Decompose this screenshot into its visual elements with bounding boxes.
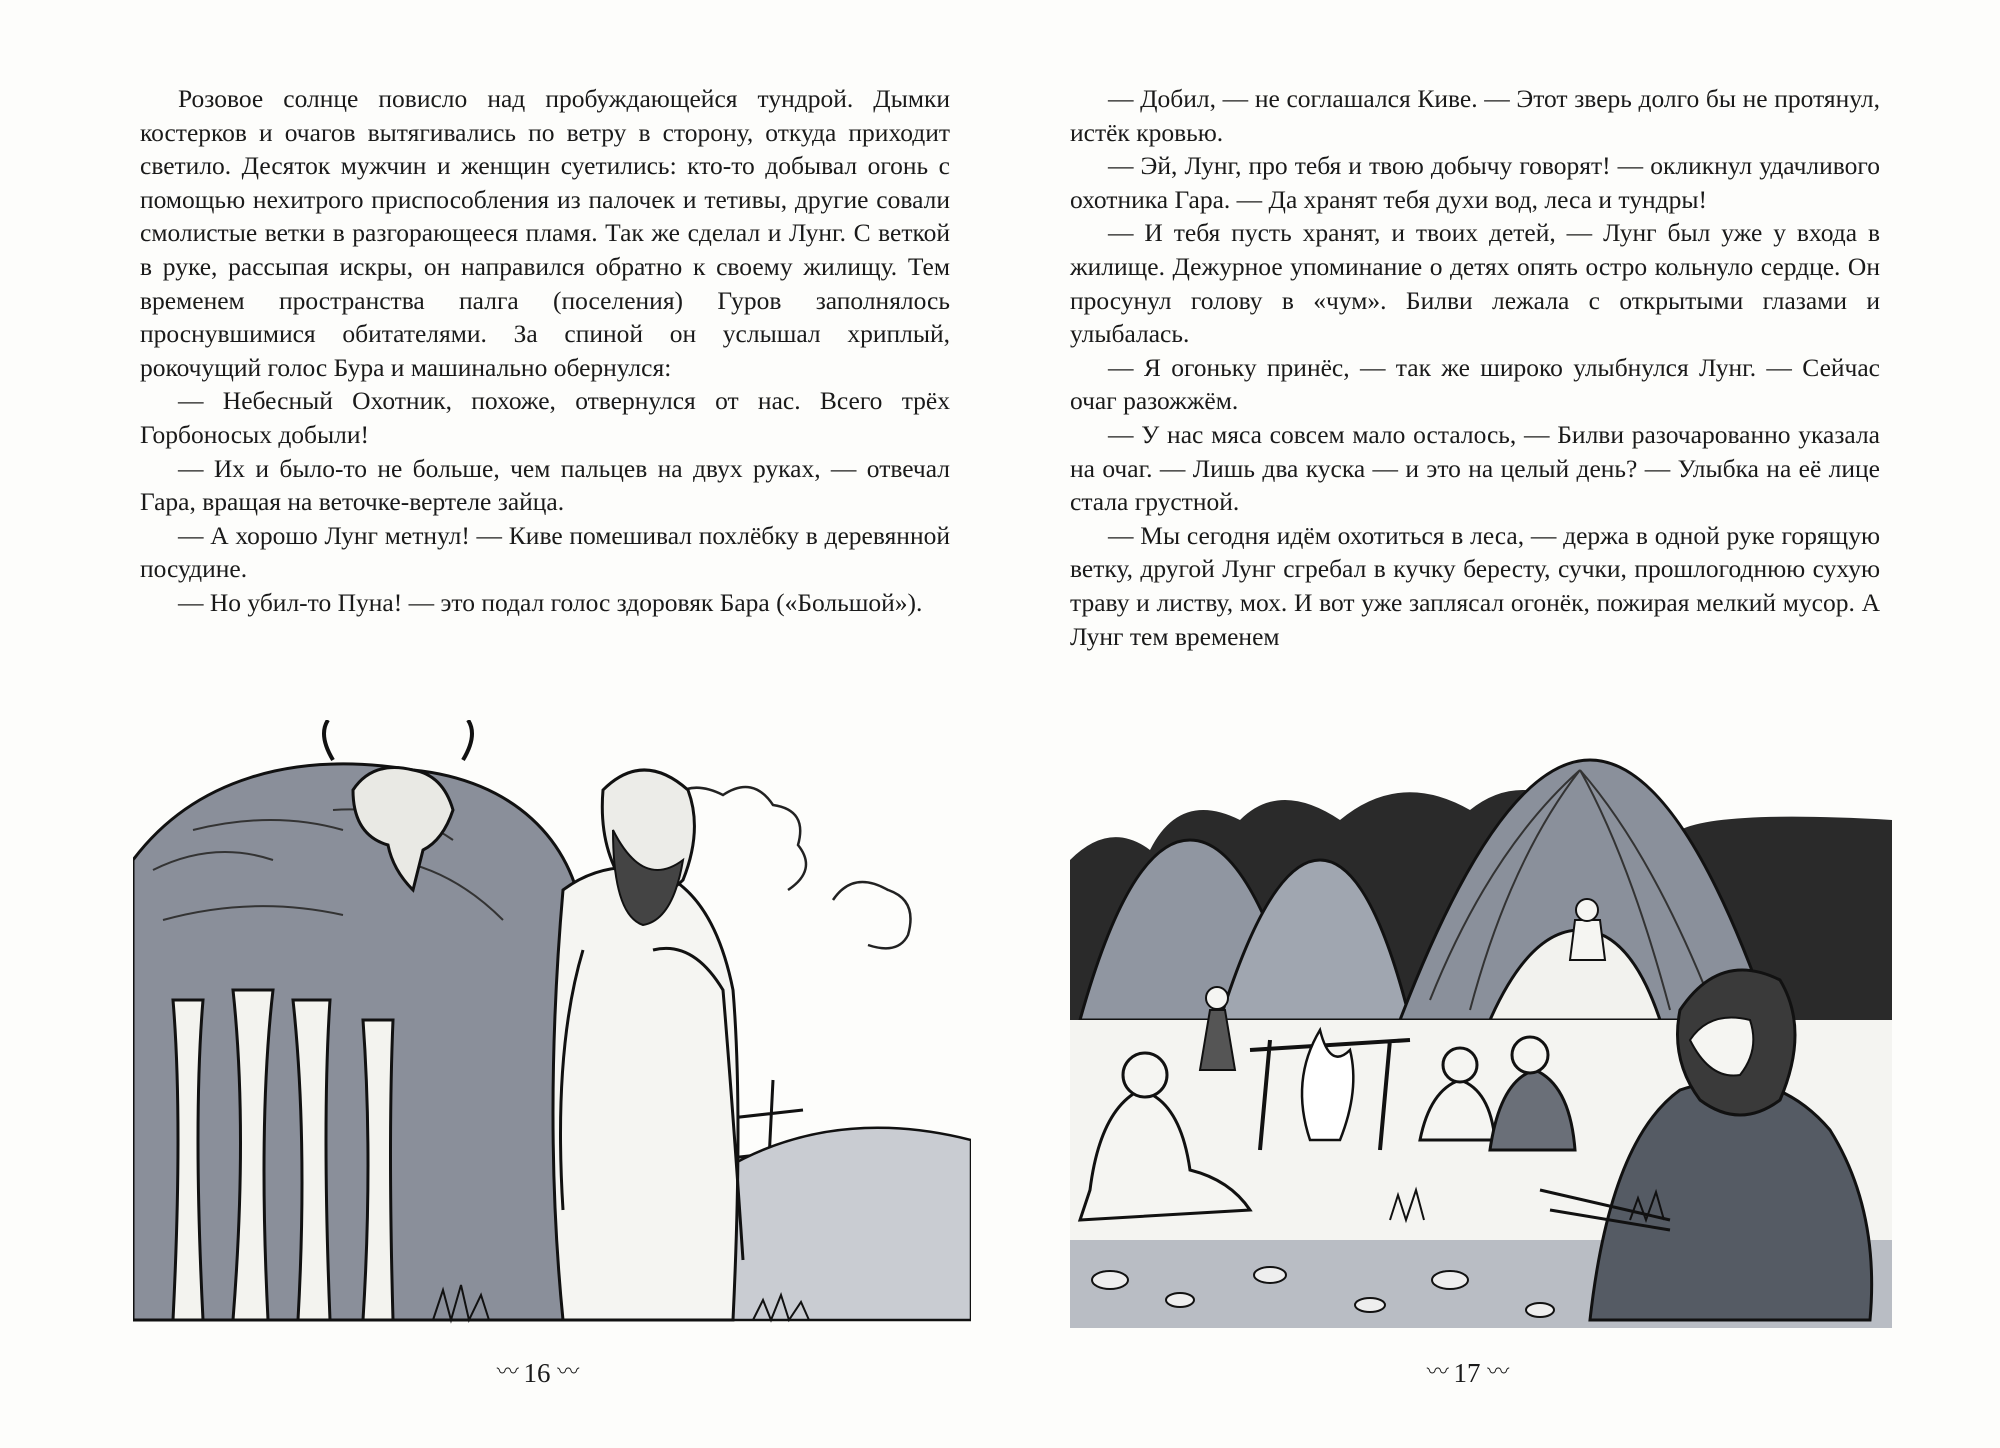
paragraph: — У нас мяса совсем мало осталось, — Билви разочарованно указала на очаг. — Лишь два куска — и это на целый день? — Улыбка на её лице стала грустной.	[1070, 419, 1880, 517]
left-page-text	[140, 82, 950, 620]
right-page-text	[1070, 82, 1880, 653]
paragraph: — Добил, — не соглашался Киве. — Этот зверь долго бы не протянул, истёк кровью.	[1070, 84, 1880, 147]
paragraph: — Но убил-то Пуна! — это подал голос здоровяк Бара («Большой»).	[178, 587, 923, 617]
paragraph: — Мы сегодня идём охотиться в леса, — держа в одной руке горящую ветку, другой Лунг сгребал в кучку бересту, сучки, прошлогоднюю сухую траву и листву, мох. И вот уже заплясал огонёк, пожирая мелкий мусор. А Лунг тем временем	[1070, 520, 1880, 651]
paragraph: — А хорошо Лунг метнул! — Киве помешивал похлёбку в деревянной посудине.	[140, 520, 950, 584]
paragraph: — Я огоньку принёс, — так же широко улыбнулся Лунг. — Сейчас очаг разожжём.	[1070, 352, 1880, 416]
ornament-right: 〰	[1487, 1359, 1508, 1384]
paragraph: — И тебя пусть хранят, и твоих детей, — Лунг был уже у входа в жилище. Дежурное упоминание о детях опять остро кольнуло сердце. Он просунул голову в «чум». Билви лежала с открытыми глазами и улыбалась.	[1070, 218, 1880, 349]
page-number-value: 16	[523, 1358, 551, 1388]
page-number	[1317, 1355, 1617, 1389]
ornament-left: 〰	[496, 1359, 517, 1384]
paragraph: — Их и было-то не больше, чем пальцев на двух руках, — отвечал Гара, вращая на веточке-вертеле зайца.	[140, 453, 950, 517]
paragraph: — Эй, Лунг, про тебя и твою добычу говорят! — окликнул удачливого охотника Гара. — Да хранят тебя духи вод, леса и тундры!	[1070, 151, 1880, 214]
right-page	[1000, 0, 2000, 1448]
paragraph: — Небесный Охотник, похоже, отвернулся от нас. Всего трёх Горбоносых добыли!	[140, 386, 950, 449]
page-number-value: 17	[1453, 1358, 1481, 1388]
ornament-right: 〰	[557, 1359, 578, 1384]
camp-fire-illustration	[1070, 720, 1892, 1328]
ornament-left: 〰	[1426, 1359, 1447, 1384]
paragraph: Розовое солнце повисло над пробуждающейся тундрой. Дымки костерков и очагов вытягивались по ветру в сторону, откуда приходит светило. Десяток мужчин и женщин суетились: кто-то добывал огонь с помощью нехитрого приспособления из палочек и тетивы, другие совали смолистые ветки в разгорающееся пламя. Так же сделал и Лунг. С веткой в руке, рассыпая искры, он направился обратно к своему жилищу. Тем временем пространства палга (поселения) Гуров заполнялось проснувшимися обитателями. За спиной он услышал хриплый, рокочущий голос Бура и машинально обернулся:	[140, 84, 950, 382]
hut-and-hunter-illustration	[133, 720, 971, 1328]
page-number	[387, 1355, 687, 1389]
